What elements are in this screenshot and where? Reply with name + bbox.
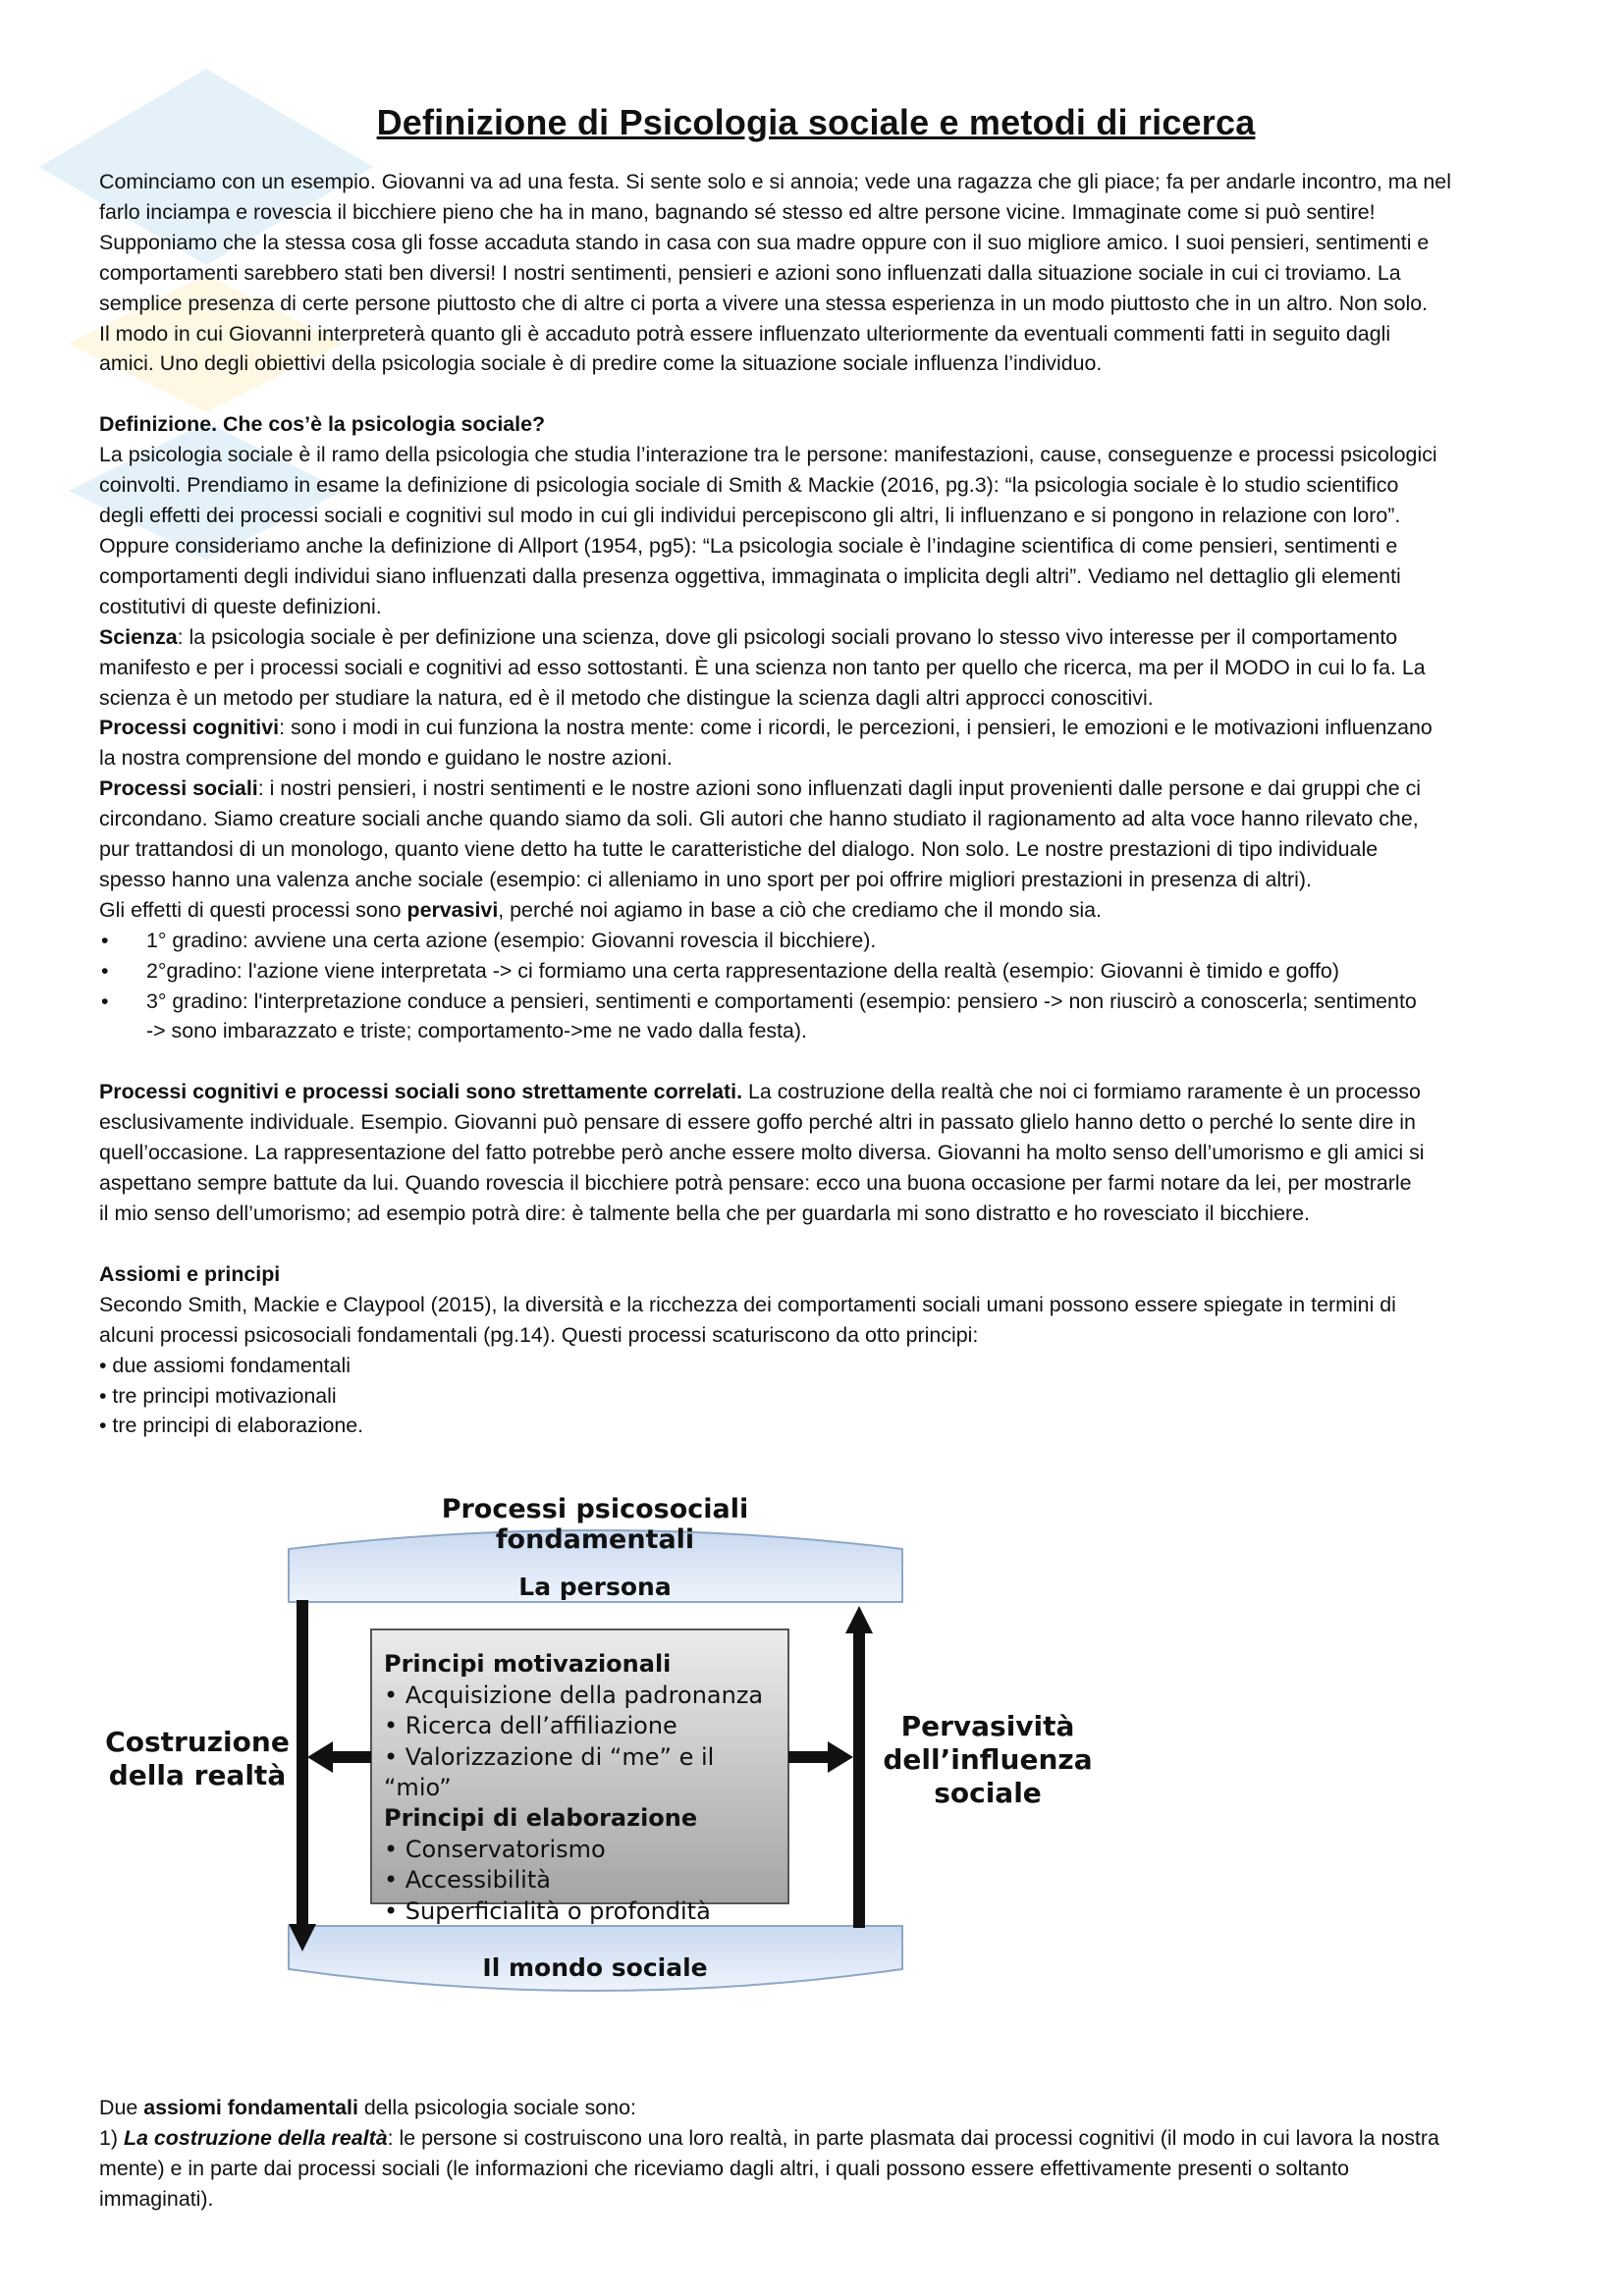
spacer — [99, 1046, 1533, 1077]
term-costruzione: La costruzione della realtà — [123, 2126, 388, 2151]
scienza-paragraph — [99, 622, 1533, 653]
text-line: esclusivamente individuale. Esempio. Giovanni può pensare di essere goffo perché altri in passato glielo hanno detto o perché lo sente dire in — [99, 1110, 1416, 1135]
list-item: • tre principi motivazionali — [99, 1383, 337, 1408]
text-run: : le persone si costruiscono una loro realtà, in parte plasmata dai processi cognitivi (il modo in cui lavora la nostra — [387, 2126, 1439, 2151]
list-item — [99, 926, 1533, 956]
list-item — [99, 987, 1533, 1017]
arrow-right — [788, 1741, 853, 1773]
bullet-icon: • — [101, 928, 109, 952]
text-line: manifesto e per i processi sociali e cognitivi ad esso sottostanti. È una scienza non tanto per quello che ricerca, ma per il MODO in cui lo fa. La — [99, 655, 1426, 679]
text-line: coinvolti. Prendiamo in esame la definizione di psicologia sociale di Smith & Mackie (2016, pg.3): “la psicologia sociale è lo studio scientifico — [99, 473, 1399, 498]
principles-list — [384, 1649, 786, 1927]
bullet-icon: • — [101, 988, 109, 1013]
text-line: degli effetti dei processi sociali e cognitivi sul modo in cui gli individui percepiscono gli altri, li influenzano e si pongono in relazione con loro”. — [99, 504, 1401, 528]
page-title: Definizione di Psicologia sociale e metodi di ricerca — [376, 102, 1256, 142]
text-run: La costruzione della realtà che noi ci formiamo raramente è un processo — [742, 1080, 1421, 1104]
diagram-top-label: La persona — [518, 1573, 672, 1602]
spacer — [99, 379, 1533, 409]
text-run: , perché noi agiamo in base a ciò che crediamo che il mondo sia. — [498, 897, 1102, 922]
text-run: Due — [99, 2096, 144, 2120]
principle-item: • Accessibilità — [384, 1866, 551, 1895]
text-line: costitutivi di queste definizioni. — [99, 594, 382, 618]
text-line: semplice presenza di certe persone piuttosto che di altre ci porta a vivere una stessa esperienza in un modo piuttosto che in un altro. Non solo. — [99, 291, 1429, 315]
text-line: Oppure consideriamo anche la definizione di Allport (1954, pg5): “La psicologia sociale è l’indagine scientifica di come pensieri, sentimenti e — [99, 533, 1398, 558]
label-line: dell’influenza — [883, 1743, 1093, 1777]
assiomi-section — [99, 1259, 1533, 1441]
list-item-text: -> sono imbarazzato e triste; comportamento->me ne vado dalla festa). — [146, 1019, 807, 1043]
bullet-icon: • — [101, 958, 109, 983]
text-line: comportamenti sarebbero stati ben diversi! I nostri sentimenti, pensieri e azioni sono influenzati dalla situazione sociale in cui ci troviamo. La — [99, 260, 1401, 285]
list-item-continuation — [99, 1016, 1533, 1046]
text-line: aspettano sempre battute da lui. Quando rovescia il bicchiere potrà pensare: ecco una buona occasione per farmi notare da lei, per mostrarle — [99, 1171, 1412, 1196]
list-item-text: 1° gradino: avviene una certa azione (esempio: Giovanni rovescia il bicchiere). — [146, 928, 877, 952]
term-scienza: Scienza — [99, 624, 178, 649]
text-line: alcuni processi psicosociali fondamentali (pg.14). Questi processi scaturiscono da otto principi: — [99, 1322, 979, 1347]
section-heading: Definizione. Che cos’è la psicologia sociale? — [99, 412, 546, 437]
correlati-section — [99, 1077, 1533, 1229]
section-heading: Processi cognitivi e processi sociali sono strettamente correlati. — [99, 1080, 743, 1104]
text-line: amici. Uno degli obiettivi della psicologia sociale è di predire come la situazione sociale influenza l’individuo. — [99, 351, 1103, 376]
principle-item: • Ricerca dell’affiliazione — [384, 1712, 677, 1740]
diagram-title: Processi psicosociali fondamentali — [441, 1494, 749, 1556]
label-line: sociale — [934, 1777, 1042, 1810]
list-item-text: 3° gradino: l'interpretazione conduce a pensieri, sentimenti e comportamenti (esempio: pensiero -> non riuscirò a conoscerla; sentimento — [146, 988, 1417, 1013]
text-line: Il modo in cui Giovanni interpreterà quanto gli è accaduto potrà essere influenzato ulteriormente da eventuali commenti fatti in seguito dagli — [99, 321, 1391, 346]
spacer — [99, 1229, 1533, 1259]
label-line: Pervasività — [900, 1710, 1075, 1743]
diagram-bottom-label: Il mondo sociale — [482, 1953, 708, 1983]
text-line: la nostra comprensione del mondo e guidano le nostre azioni. — [99, 746, 673, 771]
definition-section — [99, 409, 1533, 1046]
pervasivi-line — [99, 895, 1533, 926]
section-heading: Assiomi e principi — [99, 1261, 281, 1286]
text-line: La psicologia sociale è il ramo della psicologia che studia l’interazione tra le persone: manifestazioni, cause, conseguenze e processi psicologici — [99, 443, 1437, 467]
text-line: comportamenti degli individui siano influenzati dalla presenza oggettiva, immaginata o implicita degli altri”. Vediamo nel dettaglio gli elementi — [99, 563, 1401, 588]
label-line: Costruzione — [105, 1726, 290, 1759]
principles-heading: Principi di elaborazione — [384, 1804, 698, 1833]
text-run: della psicologia sociale sono: — [357, 2096, 636, 2120]
text-line: immaginati). — [99, 2187, 214, 2212]
text-line: circondano. Siamo creature sociali anche quando siamo da soli. Gli autori che hanno studiato il ragionamento ad alta voce hanno rilevato che, — [99, 807, 1419, 831]
principle-item: • Conservatorismo — [384, 1835, 606, 1863]
text-line: Supponiamo che la stessa cosa gli fosse accaduta stando in casa con sua madre oppure con il suo migliore amico. I suoi pensieri, sentimenti e — [99, 230, 1430, 254]
term-processi-cognitivi: Processi cognitivi — [99, 716, 280, 740]
diagram-left-label — [99, 1726, 296, 1792]
term-processi-sociali: Processi sociali — [99, 776, 258, 801]
intro-paragraph — [99, 167, 1533, 379]
text-line: scienza è un metodo per studiare la natura, ed è il metodo che distingue la scienza dagli altri approcci conoscitivi. — [99, 685, 1154, 710]
text-line: pur trattandosi di un monologo, quanto viene detto ha tutte le caratteristiche del dialogo. Non solo. Le nostre prestazioni di tipo individuale — [99, 837, 1379, 862]
list-item — [99, 956, 1533, 987]
closing-section — [99, 2093, 1533, 2215]
principle-item: • Superficialità o profondità — [384, 1896, 711, 1925]
steps-list — [99, 926, 1533, 1047]
text-line: Secondo Smith, Mackie e Claypool (2015), la diversità e la ricchezza dei comportamenti sociali umani possono essere spiegate in termini di — [99, 1292, 1396, 1316]
label-line: della realtà — [108, 1759, 287, 1792]
text-line: Cominciamo con un esempio. Giovanni va ad una festa. Si sente solo e si annoia; vede una ragazza che gli piace; fa per andarle incontro, ma nel — [99, 170, 1451, 193]
principle-item: • Acquisizione della padronanza — [384, 1681, 764, 1709]
principle-item: • Valorizzazione di “me” e il “mio” — [384, 1742, 715, 1801]
text-line: quell’occasione. La rappresentazione del fatto potrebbe però anche essere molto diversa. Giovanni ha molto senso dell’umorismo e gli amici si — [99, 1141, 1425, 1165]
text-run: : sono i modi in cui funziona la nostra mente: come i ricordi, le percezioni, i pensieri, le emozioni e le motivazioni influenzano — [279, 716, 1433, 740]
list-item: • tre principi di elaborazione. — [99, 1414, 364, 1438]
diagram-figure — [99, 1492, 1533, 2081]
text-run: Gli effetti di questi processi sono — [99, 897, 407, 922]
text-run: 1) — [99, 2126, 124, 2151]
text-line — [99, 2123, 1533, 2154]
text-run: : la psicologia sociale è per definizione una scienza, dove gli psicologi sociali provano lo stesso vivo interesse per il comportamento — [177, 624, 1398, 649]
text-line: mente) e in parte dai processi sociali (le informazioni che riceviamo dagli altri, i quali possono essere effettivamente presenti o soltanto — [99, 2157, 1349, 2181]
term-assiomi: assiomi fondamentali — [143, 2096, 358, 2120]
text-line: il mio senso dell’umorismo; ad esempio potrà dire: è talmente bella che per guardarla mi sono distratto e ho rovesciato il bicchiere. — [99, 1201, 1310, 1225]
arrow-up-right — [845, 1606, 873, 1928]
list-item-text: 2°gradino: l'azione viene interpretata -> ci formiamo una certa rappresentazione della realtà (esempio: Giovanni è timido e goffo) — [146, 958, 1339, 983]
text-run: : i nostri pensieri, i nostri sentimenti e le nostre azioni sono influenzati dagli input provenienti dalle persone e dai gruppi che ci — [257, 776, 1422, 801]
text-line: farlo inciampa e rovescia il bicchiere pieno che ha in mano, bagnando sé stesso ed altre persone vicine. Immaginate come si può sentire! — [99, 199, 1376, 224]
text-line: spesso hanno una valenza anche sociale (esempio: ci alleniamo in uno sport per poi offrire migliori prestazioni in presenza di altri). — [99, 867, 1312, 891]
principles-heading: Principi motivazionali — [384, 1650, 672, 1679]
text-line — [99, 2093, 1533, 2123]
cognitivi-paragraph — [99, 713, 1533, 743]
arrow-left — [307, 1741, 371, 1773]
term-pervasivi: pervasivi — [406, 897, 499, 922]
diagram-right-label — [870, 1710, 1106, 1810]
list-item: • due assiomi fondamentali — [99, 1353, 351, 1377]
sociali-paragraph — [99, 774, 1533, 804]
text-line — [99, 1077, 1533, 1107]
document-content — [99, 102, 1533, 2215]
